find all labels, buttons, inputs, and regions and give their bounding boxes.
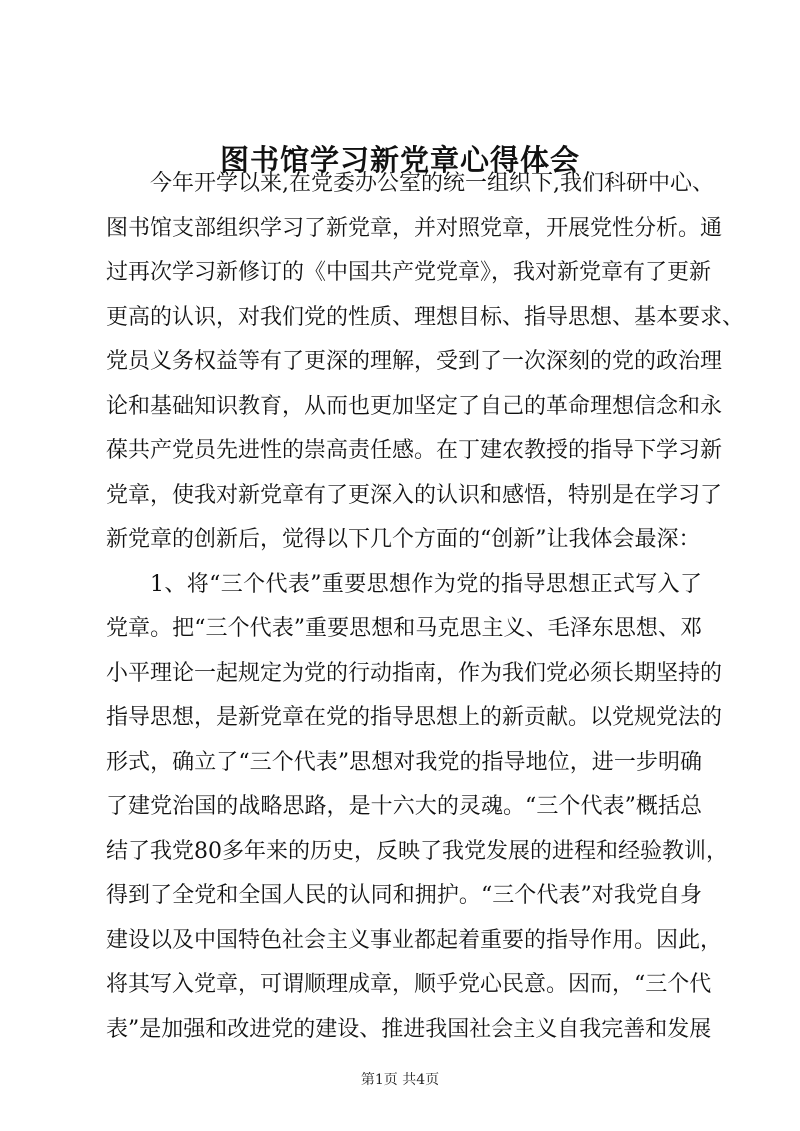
- body-line: 新党章的创新后，觉得以下几个方面的“创新”让我体会最深：: [106, 527, 701, 552]
- body-line: 形式，确立了“三个代表”思想对我党的指导地位，进一步明确: [106, 749, 702, 775]
- body-line: 1、将“三个代表”重要思想作为党的指导思想正式写入了: [150, 571, 702, 597]
- body-line: 指导思想，是新党章在党的指导思想上的新贡献。以党规党法的: [106, 705, 723, 730]
- body-line: 党章。把“三个代表”重要思想和马克思主义、毛泽东思想、邓: [106, 616, 702, 641]
- body-line: 葆共产党员先进性的崇高责任感。在丁建农教授的指导下学习新: [106, 438, 723, 463]
- body-line: 小平理论一起规定为党的行动指南，作为我们党必须长期坚持的: [106, 660, 723, 686]
- body-line: 过再次学习新修订的《中国共产党党章》，我对新党章有了更新: [106, 260, 712, 285]
- body-line: 建设以及中国特色社会主义事业都起着重要的指导作用。因此，: [106, 927, 723, 953]
- body-line: 论和基础知识教育，从而也更加坚定了自己的革命理想信念和永: [106, 393, 723, 419]
- body-line: 党章，使我对新党章有了更深入的认识和感悟，特别是在学习了: [106, 482, 723, 508]
- body-line: 将其写入党章，可谓顺理成章，顺乎党心民意。因而，“三个代: [106, 972, 712, 997]
- body-line: 更高的认识，对我们党的性质、理想目标、指导思想、基本要求、: [106, 304, 745, 330]
- body-line: 得到了全党和全国人民的认同和拥护。“三个代表”对我党自身: [106, 883, 702, 908]
- body-line: 表”是加强和改进党的建设、推进我国社会主义自我完善和发展: [106, 1016, 712, 1042]
- page-footer: 第1页 共4页: [360, 1072, 440, 1088]
- body-line: 了建党治国的战略思路，是十六大的灵魂。“三个代表”概括总: [106, 794, 702, 819]
- body-line: 今年开学以来,在党委办公室的统一组织下,我们科研中心、: [150, 171, 714, 196]
- body-line: 图书馆支部组织学习了新党章，并对照党章，开展党性分析。通: [106, 215, 723, 241]
- document-body: [106, 162, 745, 1052]
- body-line: 党员义务权益等有了更深的理解，受到了一次深刻的党的政治理: [106, 349, 723, 374]
- body-line: 结了我党80多年来的历史，反映了我党发展的进程和经验教训，: [106, 838, 728, 864]
- document-title: 图书馆学习新党章心得体会: [219, 143, 580, 177]
